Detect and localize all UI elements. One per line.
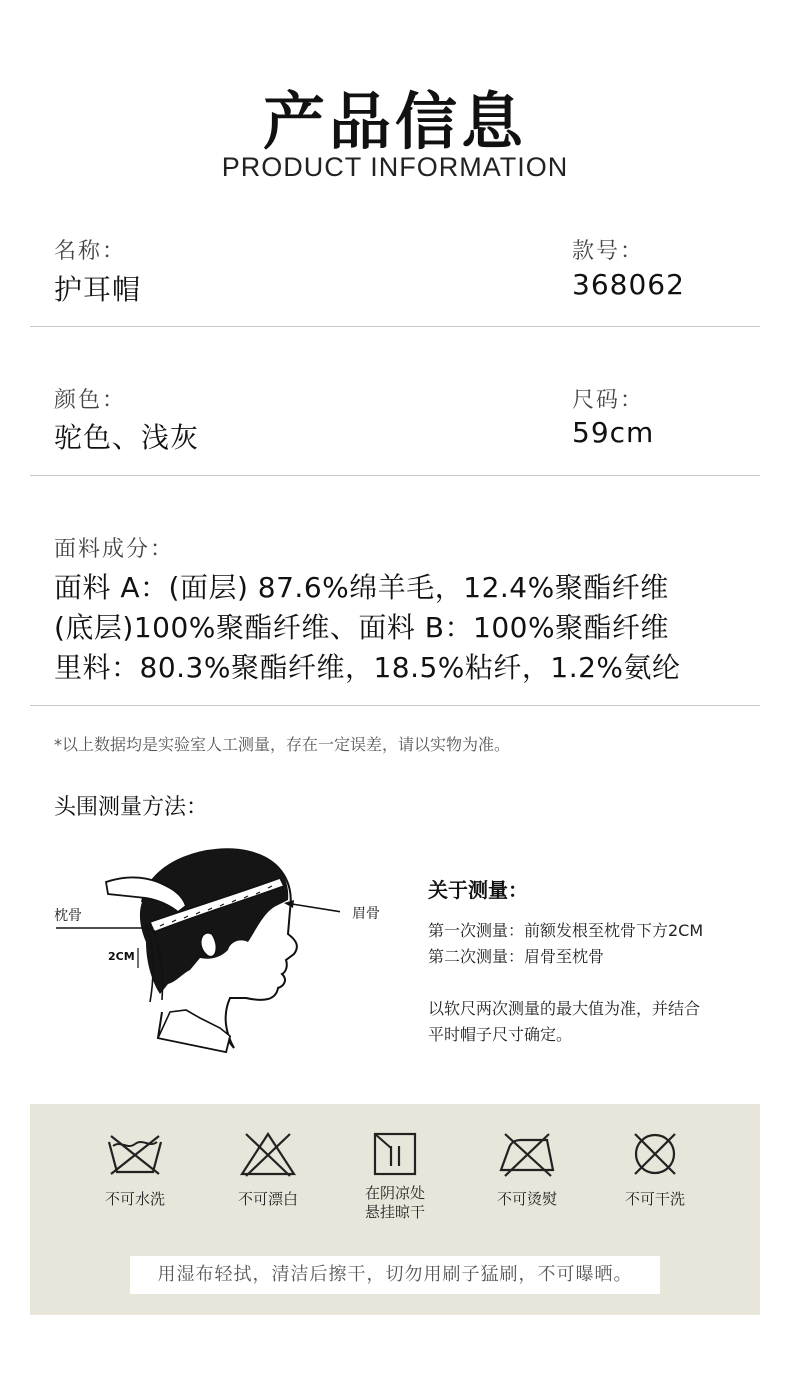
- fabric-line: 里料：80.3%聚酯纤维，18.5%粘纤，1.2%氨纶: [54, 651, 681, 684]
- about-measure-title: 关于测量：: [428, 878, 528, 902]
- sku-value: 368062: [572, 268, 685, 301]
- measure-line: 以软尺两次测量的最大值为准，并结合: [428, 999, 701, 1018]
- page-subtitle: PRODUCT INFORMATION: [221, 152, 569, 182]
- care-instructions-panel: [30, 1104, 760, 1315]
- brow-label: 眉骨: [352, 906, 380, 922]
- divider: [30, 705, 760, 706]
- care-item-hang-dry: [340, 1130, 450, 1222]
- measure-line: 第二次测量：眉骨至枕骨: [428, 947, 605, 966]
- care-item-no-wash: [80, 1130, 190, 1209]
- occipital-label: 枕骨: [54, 908, 82, 924]
- care-label-line: 悬挂晾干: [364, 1203, 425, 1221]
- sku-label: 款号：: [572, 239, 645, 264]
- no-bleach-icon: [238, 1130, 298, 1178]
- fabric-line: 面料 A：(面层) 87.6%绵羊毛，12.4%聚酯纤维: [54, 571, 669, 604]
- measure-method-title: 头围测量方法：: [54, 795, 209, 820]
- color-label: 颜色：: [54, 388, 127, 413]
- name-label: 名称：: [54, 239, 127, 264]
- care-label: 不可干洗: [624, 1190, 685, 1208]
- offset-label: 2CM: [108, 950, 135, 963]
- no-wash-icon: [105, 1130, 165, 1178]
- care-item-no-iron: [472, 1130, 582, 1209]
- divider: [30, 475, 760, 476]
- care-label: 不可漂白: [237, 1190, 298, 1208]
- care-item-no-dry-clean: [600, 1130, 710, 1209]
- page-title: 产品信息: [262, 85, 527, 158]
- size-value: 59cm: [572, 416, 655, 449]
- divider: [30, 326, 760, 327]
- disclaimer-note: *以上数据均是实验室人工测量，存在一定误差，请以实物为准。: [54, 735, 511, 754]
- care-note: 用湿布轻拭，清洁后擦干，切勿用刷子猛刷，不可曝晒。: [130, 1256, 660, 1294]
- fabric-label: 面料成分：: [54, 537, 175, 562]
- care-label: 不可烫熨: [496, 1190, 557, 1208]
- no-dry-clean-icon: [625, 1130, 685, 1178]
- care-label-line: 在阴凉处: [364, 1184, 425, 1202]
- measure-line: 第一次测量：前额发根至枕骨下方2CM: [428, 921, 704, 940]
- measure-line: 平时帽子尺寸确定。: [428, 1025, 573, 1044]
- hang-dry-shade-icon: [365, 1130, 425, 1178]
- color-value: 驼色、浅灰: [54, 421, 200, 454]
- no-iron-icon: [497, 1130, 557, 1178]
- collar-shape: [158, 1010, 230, 1052]
- care-label: [340, 1184, 450, 1222]
- care-label: 不可水洗: [104, 1190, 165, 1208]
- fabric-line: (底层)100%聚酯纤维、面料 B：100%聚酯纤维: [54, 611, 670, 644]
- head-measure-illustration: [50, 842, 340, 1067]
- size-label: 尺码：: [572, 388, 645, 413]
- care-item-no-bleach: [213, 1130, 323, 1209]
- name-value: 护耳帽: [54, 273, 142, 306]
- brow-arrow: [292, 904, 340, 912]
